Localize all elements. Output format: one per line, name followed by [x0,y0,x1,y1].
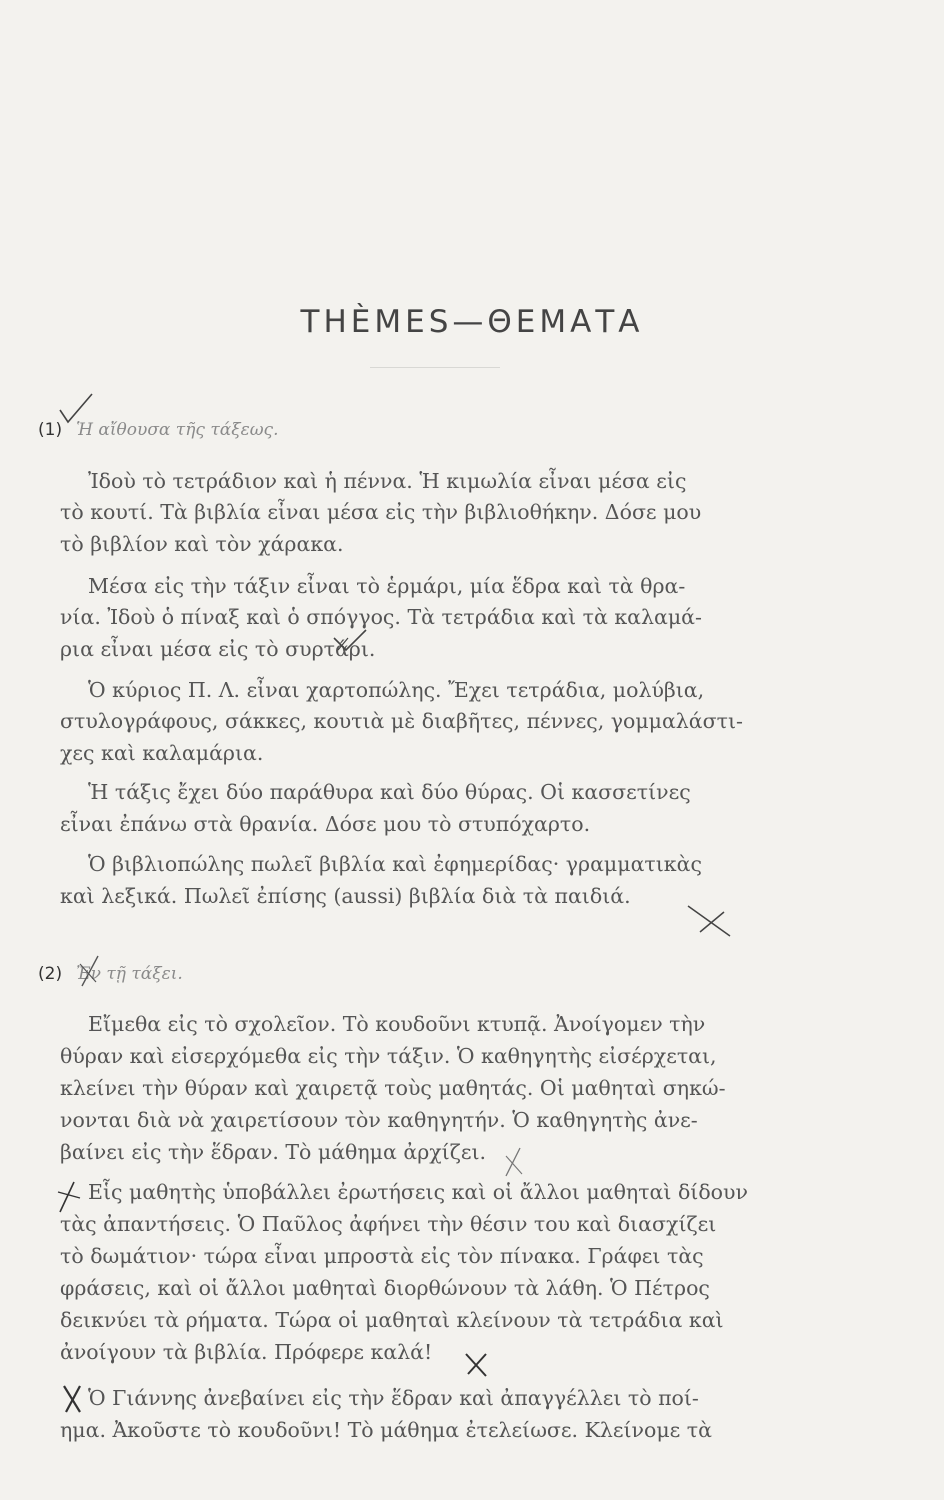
text-line: θύραν καὶ εἰσερχόμεθα εἰς τὴν τάξιν. Ὁ καθηγητὴς εἰσέρχεται, [60,1044,717,1068]
text-line: Μέσα εἰς τὴν τάξιν εἶναι τὸ ἑρμάρι, μία ἕδρα καὶ τὰ θρα- [88,574,686,598]
check-mark-icon [330,628,370,658]
cross-mark-icon [54,1178,84,1214]
text-line: ἀνοίγουν τὰ βιβλία. Πρόφερε καλά! [60,1340,433,1364]
text-line: κλείνει τὴν θύραν καὶ χαιρετᾷ τοὺς μαθητάς. Οἱ μαθηταὶ σηκώ- [60,1076,726,1100]
check-mark-icon [56,388,96,428]
cross-mark-icon [76,950,106,990]
text-line: ημα. Ἀκοῦστε τὸ κουδοῦνι! Τὸ μάθημα ἐτελείωσε. Κλείνομε τὰ [60,1418,712,1442]
cross-mark-icon [500,1144,530,1180]
cross-mark-icon [60,1382,86,1416]
text-line: Ὁ κύριος Π. Λ. εἶναι χαρτοπώλης. Ἔχει τετράδια, μολύβια, [88,678,705,702]
text-line: τὰς ἀπαντήσεις. Ὁ Παῦλος ἀφήνει τὴν θέσιν του καὶ διασχίζει [60,1212,717,1236]
page-title: THÈMES—ΘΕΜΑΤΑ [300,304,644,340]
cross-mark-icon [462,1350,492,1380]
text-line: ρια εἶναι μέσα εἰς τὸ συρτάρι. [60,637,376,661]
text-line: Εἴμεθα εἰς τὸ σχολεῖον. Τὸ κουδοῦνι κτυπᾷ. Ἀνοίγομεν τὴν [88,1012,706,1036]
text-line: στυλογράφους, σάκκες, κουτιὰ μὲ διαβῆτες, πέννες, γομμαλάστι- [60,709,743,733]
section-2-heading [38,964,183,984]
text-line: χες καὶ καλαμάρια. [60,741,264,765]
text-line: τὸ δωμάτιον· τώρα εἶναι μπροστὰ εἰς τὸν πίνακα. Γράφει τὰς [60,1244,704,1268]
section-number: (1) [38,420,63,440]
section-title: Ἡ αἴθουσα τῆς τάξεως. [76,420,279,440]
text-line: δεικνύει τὰ ρήματα. Τώρα οἱ μαθηταὶ κλείνουν τὰ τετράδια καὶ [60,1308,724,1332]
section-number: (2) [38,964,63,984]
text-line: Ὁ βιβλιοπώλης πωλεῖ βιβλία καὶ ἐφημερίδας· γραμματικὰς [88,852,702,876]
text-line: φράσεις, καὶ οἱ ἄλλοι μαθηταὶ διορθώνουν τὰ λάθη. Ὁ Πέτρος [60,1276,710,1300]
text-line: Ἡ τάξις ἔχει δύο παράθυρα καὶ δύο θύρας. Οἱ κασσετίνες [88,780,691,804]
text-line: καὶ λεξικά. Πωλεῖ ἐπίσης (aussi) βιβλία διὰ τὰ παιδιά. [60,884,631,908]
text-line: νία. Ἰδοὺ ὁ πίναξ καὶ ὁ σπόγγος. Τὰ τετράδια καὶ τὰ καλαμά- [60,605,702,629]
text-line: τὸ κουτί. Τὰ βιβλία εἶναι μέσα εἰς τὴν βιβλιοθήκην. Δόσε μου [60,500,702,524]
text-line: βαίνει εἰς τὴν ἕδραν. Τὸ μάθημα ἀρχίζει. [60,1140,487,1164]
text-line: τὸ βιβλίον καὶ τὸν χάρακα. [60,532,344,556]
text-line: Ἰδοὺ τὸ τετράδιον καὶ ἡ πέννα. Ἡ κιμωλία εἶναι μέσα εἰς [88,469,687,493]
text-line: εἶναι ἐπάνω στὰ θρανία. Δόσε μου τὸ στυπόχαρτο. [60,812,591,836]
text-line: νονται διὰ νὰ χαιρετίσουν τὸν καθηγητήν. Ὁ καθηγητὴς ἀνε- [60,1108,698,1132]
text-line: Εἷς μαθητὴς ὑποβάλλει ἐρωτήσεις καὶ οἱ ἄλλοι μαθηταὶ δίδουν [88,1180,748,1204]
cross-mark-icon [680,898,740,942]
section-title: Ἐν τῇ τάξει. [76,964,183,984]
text-line: Ὁ Γιάννης ἀνεβαίνει εἰς τὴν ἕδραν καὶ ἀπαγγέλλει τὸ ποί- [88,1386,699,1410]
title-divider [370,367,500,368]
